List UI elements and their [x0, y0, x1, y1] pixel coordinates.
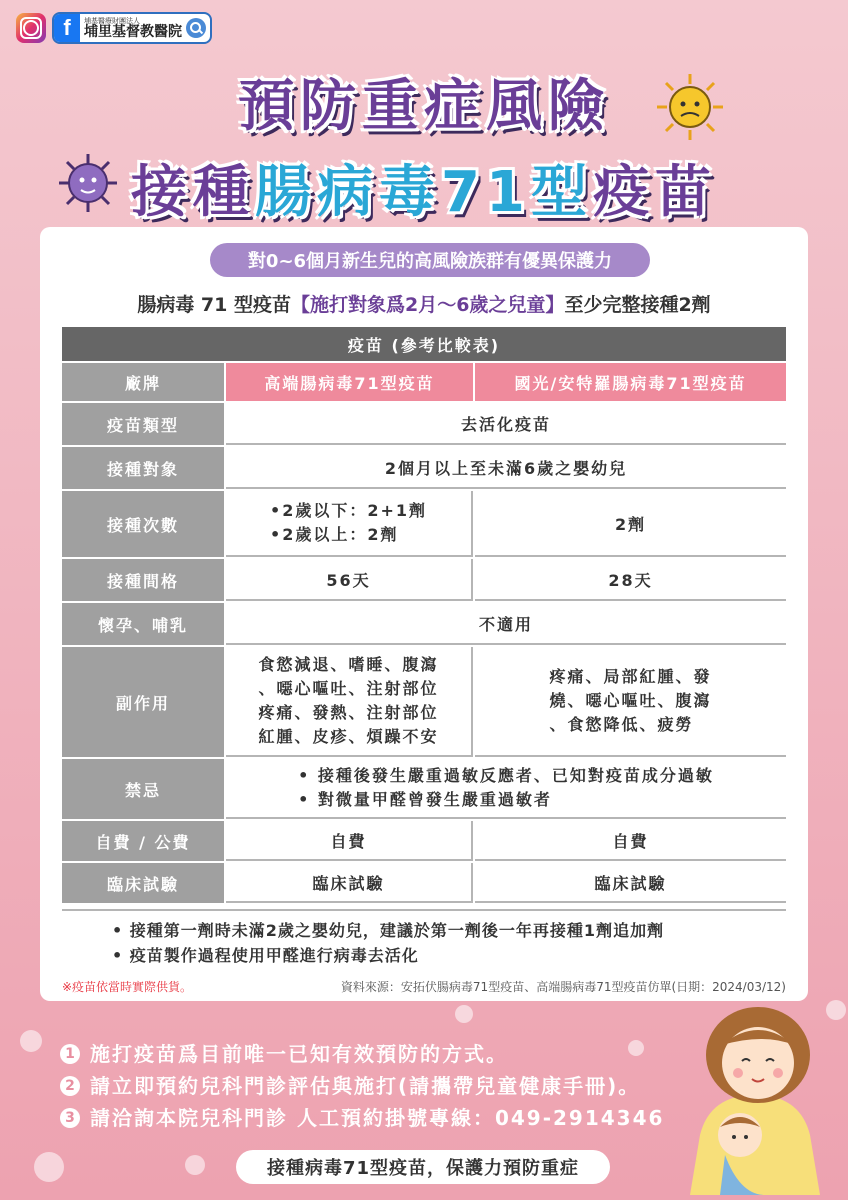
doses-a-line-2: •2歲以上：2劑 — [270, 525, 399, 544]
row-label-fee: 自費 / 公費 — [62, 821, 224, 861]
subtitle-part-c: 至少完整接種2劑 — [564, 294, 711, 316]
target-value: 2個月以上至未滿6歲之嬰幼兒 — [226, 447, 786, 489]
row-label-trial: 臨床試驗 — [62, 863, 224, 903]
row-label-pregnancy: 懷孕、哺乳 — [62, 603, 224, 645]
vaccine-comparison-table — [60, 325, 788, 905]
social-bar — [16, 12, 212, 44]
type-value: 去活化疫苗 — [226, 403, 786, 445]
tip-number-1: 1 — [60, 1044, 80, 1064]
side-b-line-3: 、食慾降低、疲勞 — [549, 715, 694, 734]
row-label-contraindications: 禁忌 — [62, 759, 224, 819]
contra-line-2: • 對微量甲醛曾發生嚴重過敏者 — [298, 790, 552, 809]
data-source: 資料來源：安拓伏腸病毒71型疫苗、高端腸病毒71型疫苗仿單(日期：2024/03/12) — [340, 980, 786, 994]
row-label-side-effects: 副作用 — [62, 647, 224, 757]
title-line-2-a: 接種 — [131, 160, 256, 225]
side-b-line-1: 疼痛、局部紅腫、發 — [549, 667, 712, 686]
bubble-decoration — [20, 1030, 42, 1052]
table-title: 疫苗 (參考比較表) — [62, 327, 786, 361]
tip-1 — [60, 1038, 664, 1070]
row-label-interval: 接種間格 — [62, 559, 224, 601]
fee-a: 自費 — [226, 821, 473, 861]
instagram-icon[interactable] — [16, 13, 46, 43]
search-icon[interactable] — [186, 18, 206, 38]
doses-a-line-1: •2歲以下：2+1劑 — [270, 501, 428, 520]
bubble-decoration — [34, 1152, 64, 1182]
tip-number-3: 3 — [60, 1108, 80, 1128]
interval-a: 56天 — [226, 559, 473, 601]
card-subtitle — [40, 290, 808, 317]
table-notes — [62, 909, 786, 969]
tip-text-2: 請立即預約兒科門診評估與施打(請攜帶兒童健康手冊)。 — [90, 1074, 641, 1098]
side-a-line-3: 疼痛、發熱、注射部位 — [258, 703, 439, 722]
side-effects-b — [475, 647, 786, 757]
bubble-decoration — [455, 1005, 473, 1023]
side-a-line-1: 食慾減退、嗜睡、腹瀉 — [258, 655, 439, 674]
title-line-2-c: 疫苗 — [592, 160, 717, 225]
title-line-2-b: 腸病毒71型 — [255, 160, 593, 225]
title-line-2 — [0, 148, 848, 228]
contraindications-value — [226, 759, 786, 819]
note-2: • 疫苗製作過程使用甲醛進行病毒去活化 — [112, 945, 419, 965]
supply-note: ※疫苗依當時實際供貨。 — [62, 980, 193, 994]
fee-b: 自費 — [475, 821, 786, 861]
hospital-name-small: 埔基醫療財團法人 — [84, 16, 140, 25]
trial-a: 臨床試驗 — [226, 863, 473, 903]
note-1: • 接種第一劑時未滿2歲之嬰幼兒，建議於第一劑後一年再接種1劑追加劑 — [112, 921, 665, 940]
doses-b: 2劑 — [475, 491, 786, 557]
bubble-decoration — [185, 1155, 205, 1175]
vaccine-info-card — [40, 227, 808, 1001]
tip-text-3: 請洽詢本院兒科門診 人工預約掛號專線：049-2914346 — [90, 1106, 665, 1130]
tip-2 — [60, 1070, 664, 1102]
interval-b: 28天 — [475, 559, 786, 601]
doses-a — [226, 491, 473, 557]
facebook-search-box[interactable] — [52, 12, 212, 44]
brand-b: 國光/安特羅腸病毒71型疫苗 — [475, 363, 786, 401]
virus-icon — [55, 150, 121, 216]
trial-b: 臨床試驗 — [475, 863, 786, 903]
row-label-type: 疫苗類型 — [62, 403, 224, 445]
brand-a: 高端腸病毒71型疫苗 — [226, 363, 473, 401]
hospital-name-main: 埔里基督教醫院 — [84, 23, 182, 40]
subtitle-part-a: 腸病毒 71 型疫苗 — [137, 294, 291, 316]
subtitle-part-b: 【施打對象爲2月～6歲之兒童】 — [290, 294, 565, 316]
hospital-name — [80, 18, 186, 39]
row-label-doses: 接種次數 — [62, 491, 224, 557]
tip-text-1: 施打疫苗爲目前唯一已知有效預防的方式。 — [90, 1042, 508, 1066]
title-line-1: 預防重症風險 — [238, 74, 610, 139]
contra-line-1: • 接種後發生嚴重過敏反應者、已知對疫苗成分過敏 — [298, 766, 714, 785]
pregnancy-value: 不適用 — [226, 603, 786, 645]
tip-number-2: 2 — [60, 1076, 80, 1096]
row-label-target: 接種對象 — [62, 447, 224, 489]
side-a-line-2: 、噁心嘔吐、注射部位 — [258, 679, 439, 698]
sad-sun-icon — [655, 72, 725, 142]
highlight-pill: 對0~6個月新生兒的高風險族群有優異保護力 — [210, 243, 650, 277]
side-effects-a — [226, 647, 473, 757]
facebook-icon[interactable]: f — [54, 14, 80, 42]
tip-3 — [60, 1102, 664, 1134]
side-b-line-2: 燒、噁心嘔吐、腹瀉 — [549, 691, 712, 710]
mother-baby-illustration — [670, 995, 840, 1195]
tips-list — [60, 1038, 664, 1134]
slogan-pill: 接種病毒71型疫苗，保護力預防重症 — [236, 1150, 610, 1184]
row-label-brand: 廠牌 — [62, 363, 224, 401]
side-a-line-4: 紅腫、皮疹、煩躁不安 — [258, 727, 439, 746]
